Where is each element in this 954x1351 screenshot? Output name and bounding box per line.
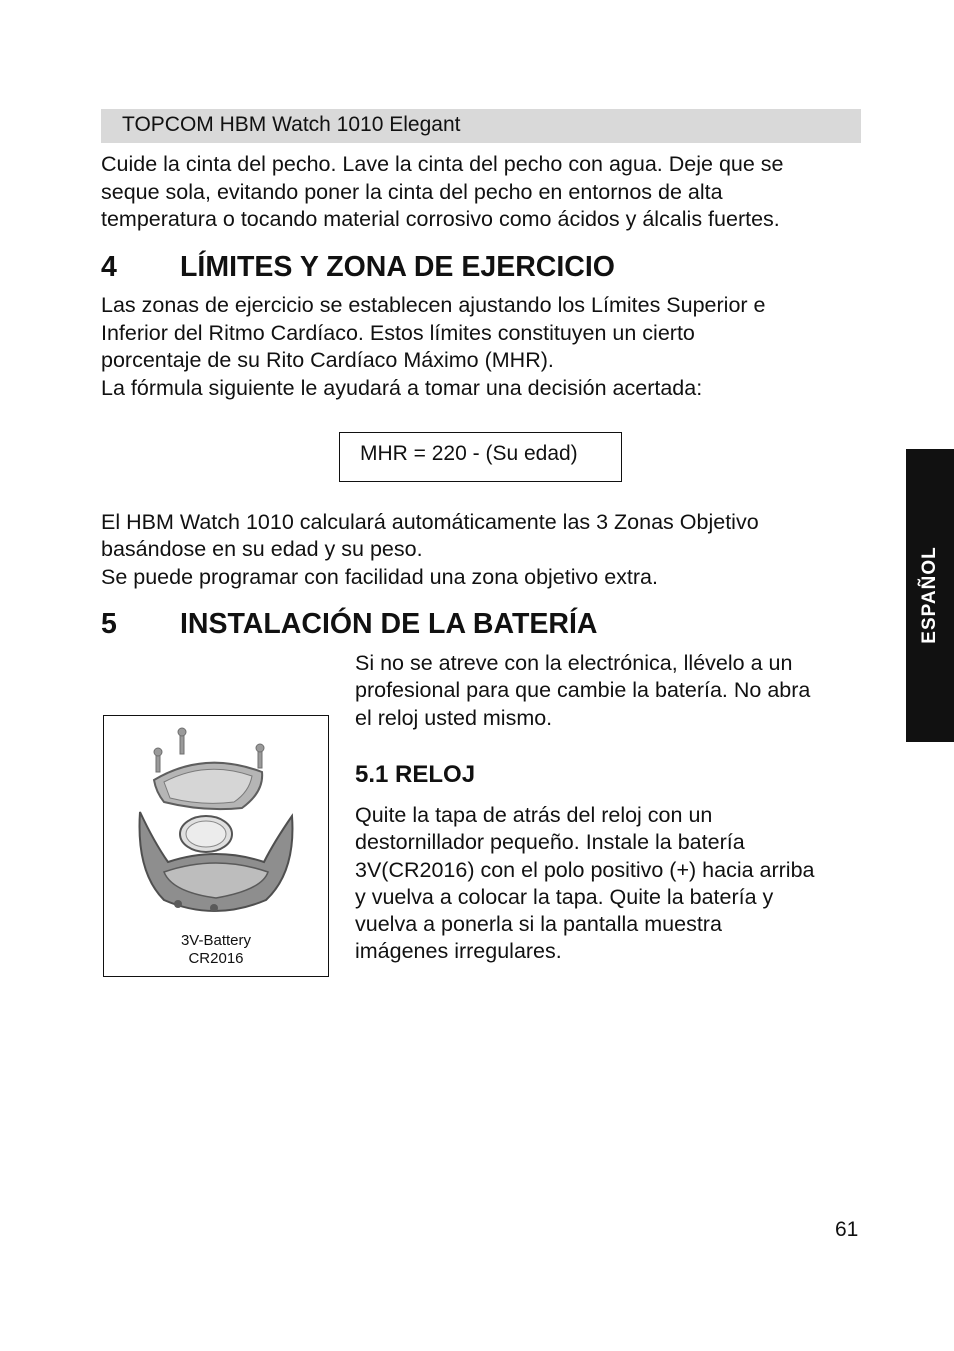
battery-figure — [103, 715, 329, 977]
paragraph-line: destornillador pequeño. Instale la batería — [355, 830, 745, 854]
figure-caption-line-1: 3V-Battery — [180, 932, 252, 949]
watch-battery-illustration — [134, 722, 298, 918]
paragraph-line: porcentaje de su Rito Cardíaco Máximo (MHR). — [101, 348, 554, 372]
mhr-formula: MHR = 220 - (Su edad) — [360, 442, 578, 465]
paragraph-line: 3V(CR2016) con el polo positivo (+) hacia arriba — [355, 858, 815, 882]
paragraph-line: y vuelva a colocar la tapa. Quite la batería y — [355, 885, 774, 909]
language-side-tab — [906, 449, 954, 742]
page-number: 61 — [835, 1218, 859, 1241]
section-title: LÍMITES Y ZONA DE EJERCICIO — [180, 251, 615, 283]
paragraph-line: profesional para que cambie la batería. No abra — [355, 678, 811, 702]
formula-box — [339, 432, 622, 482]
paragraph-line: Quite la tapa de atrás del reloj con un — [355, 803, 713, 827]
language-label: ESPAÑOL — [919, 546, 940, 644]
paragraph-line: el reloj usted mismo. — [355, 706, 553, 730]
section-number: 5 — [101, 608, 117, 640]
document-title: TOPCOM HBM Watch 1010 Elegant — [122, 113, 461, 136]
subsection-5-1-heading: 5.1 RELOJ — [355, 761, 476, 788]
paragraph-line: vuelva a ponerla si la pantalla muestra — [355, 912, 722, 936]
header-bar — [101, 109, 861, 143]
paragraph-line: La fórmula siguiente le ayudará a tomar una decisión acertada: — [101, 376, 703, 400]
section-title: INSTALACIÓN DE LA BATERÍA — [180, 608, 598, 640]
figure-caption-line-2: CR2016 — [188, 950, 244, 967]
paragraph-line: imágenes irregulares. — [355, 939, 562, 963]
paragraph-line: Las zonas de ejercicio se establecen ajustando los Límites Superior e — [101, 293, 766, 317]
paragraph-line: Si no se atreve con la electrónica, llévelo a un — [355, 651, 793, 675]
section-number: 4 — [101, 251, 117, 283]
intro-line: Cuide la cinta del pecho. Lave la cinta del pecho con agua. Deje que se — [101, 152, 784, 176]
paragraph-line: El HBM Watch 1010 calculará automáticamente las 3 Zonas Objetivo — [101, 510, 759, 534]
paragraph-line: Inferior del Ritmo Cardíaco. Estos límites constituyen un cierto — [101, 321, 695, 345]
intro-line: temperatura o tocando material corrosivo como ácidos y álcalis fuertes. — [101, 207, 780, 231]
paragraph-line: Se puede programar con facilidad una zona objetivo extra. — [101, 565, 658, 589]
intro-line: seque sola, evitando poner la cinta del pecho en entornos de alta — [101, 180, 723, 204]
paragraph-line: basándose en su edad y su peso. — [101, 537, 423, 561]
